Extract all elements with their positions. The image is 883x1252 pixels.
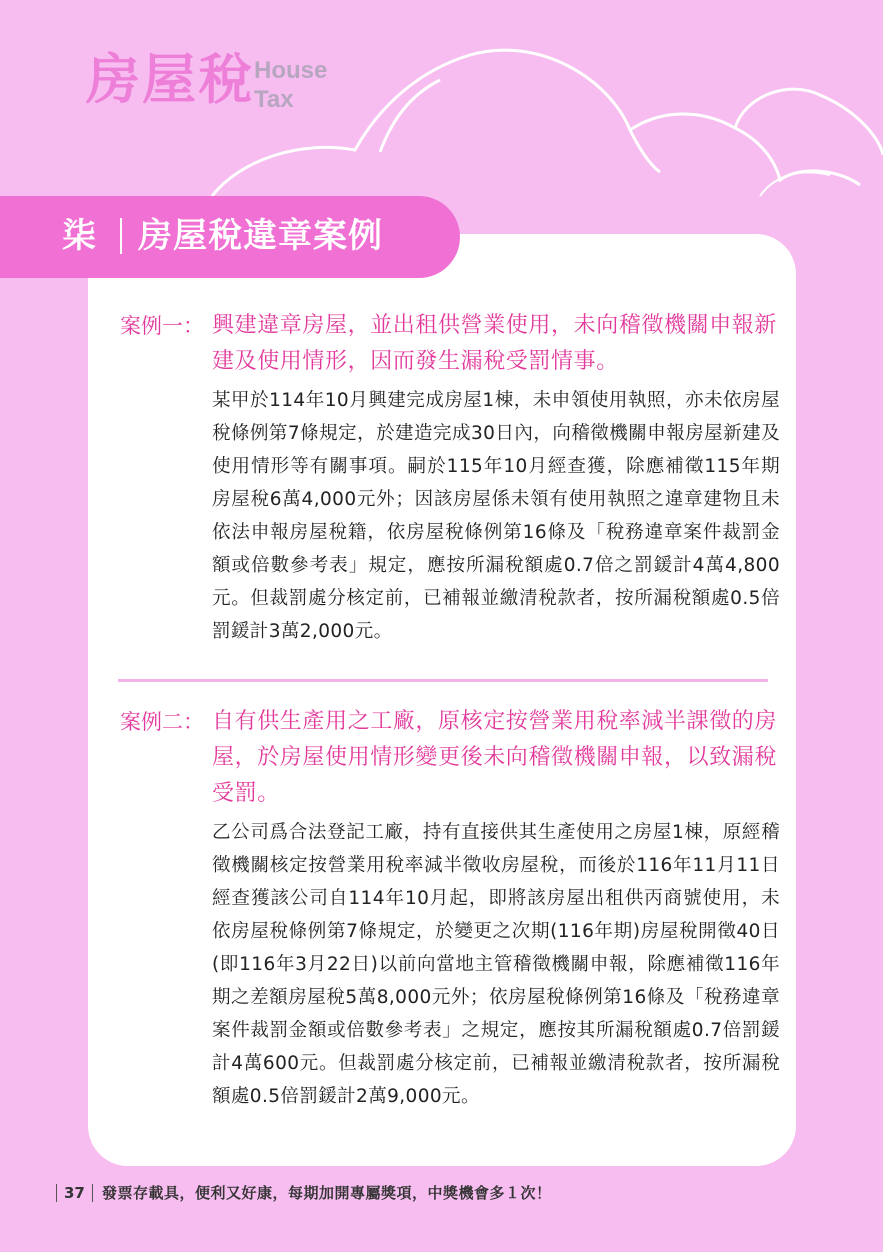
footer-slogan: 發票存載具，便利又好康，每期加開專屬獎項，中獎機會多１次！ [102,1184,552,1202]
case-two-body: 乙公司爲合法登記工廠，持有直接供其生產使用之房屋1棟，原經稽徵機關核定按營業用稅率減半徵收房屋稅，而後於116年11月11日經查獲該公司自114年10月起，即將該房屋出租供丙商號使用，未依房屋稅條例第7條規定，於變更之次期(116年期)房屋稅開徵40日(即116年3月22日)以前向當地主管稽徵機關申報，除應補徵116年期之差額房屋稅5萬8,000元外；依房屋稅條例第16條及「稅務違章案件裁罰金額或倍數參考表」之規定，應按其所漏稅額處0.7倍罰鍰計4萬600元。但裁罰處分核定前，已補報並繳清稅款者，按所漏稅額處0.5倍罰鍰計2萬9,000元。 [212,822,780,1107]
footer-divider-mid [92,1184,93,1202]
section-title: 房屋稅違章案例 [138,216,383,256]
case-two [120,704,780,1113]
case-two-label: 案例二： [120,710,204,734]
case-separator [118,679,768,682]
case-two-heading: 自有供生產用之工廠，原核定按營業用稅率減半課徵的房屋，於房屋使用情形變更後未向稽徵機關申報，以致漏稅受罰。 [212,709,778,806]
page-footer [0,1181,883,1205]
case-one [120,308,780,648]
case-one-heading: 興建違章房屋，並出租供營業使用，未向稽徵機關申報新建及使用情形，因而發生漏稅受罰情事。 [212,313,778,374]
page-title-english [254,56,327,114]
page-title: 房屋稅 [86,48,254,111]
page-number: 37 [64,1184,85,1202]
case-one-body: 某甲於114年10月興建完成房屋1棟，未申領使用執照，亦未依房屋稅條例第7條規定，於建造完成30日內，向稽徵機關申報房屋新建及使用情形等有關事項。嗣於115年10月經查獲，除應補徵115年期房屋稅6萬4,000元外；因該房屋係未領有使用執照之違章建物且未依法申報房屋稅籍，依房屋稅條例第16條及「稅務違章案件裁罰金額或倍數參考表」規定，應按所漏稅額處0.7倍之罰鍰計4萬4,800元。但裁罰處分核定前，已補報並繳清稅款者，按所漏稅額處0.5倍罰鍰計3萬2,000元。 [212,390,780,642]
title-en-line2: Tax [254,86,294,113]
section-divider [120,218,122,254]
footer-divider-left [56,1184,57,1202]
section-number: 柒 [62,216,96,256]
section-banner [0,196,460,278]
title-en-line1: House [254,57,328,84]
case-one-label: 案例一： [120,314,204,338]
